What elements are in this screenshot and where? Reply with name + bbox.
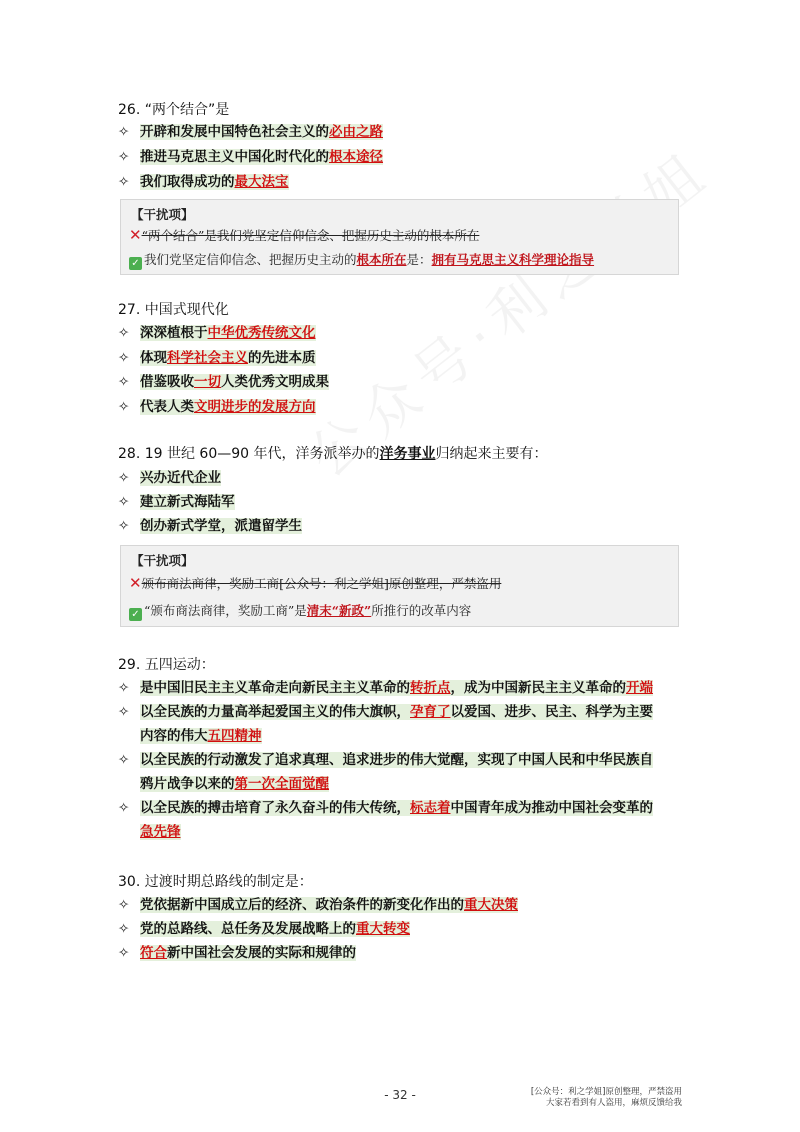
diamond-bullet-icon: ✧ xyxy=(118,752,130,768)
page-number: - 32 - xyxy=(384,1088,416,1102)
diamond-bullet-icon: ✧ xyxy=(118,124,130,140)
q26-item-1: ✧ 开辟和发展中国特色社会主义的必由之路 xyxy=(118,120,683,144)
q28-item-3: ✧ 创办新式学堂，派遣留学生 xyxy=(118,514,683,538)
distractor-title: 【干扰项】 xyxy=(131,553,194,568)
diamond-bullet-icon: ✧ xyxy=(118,945,130,961)
distractor-right-line: ✓ “颁布商法商律，奖励工商”是清末“新政”所推行的改革内容 xyxy=(129,601,471,621)
diamond-bullet-icon: ✧ xyxy=(118,325,130,341)
distractor-wrong-line: ✕颁布商法商律，奖励工商[公众号：利之学姐]原创整理，严禁盗用 xyxy=(129,574,502,592)
q26-item-3: ✧ 我们取得成功的最大法宝 xyxy=(118,170,683,194)
q29-item-4-continued: 急先锋 xyxy=(140,824,181,840)
q29-item-4: ✧ 以全民族的搏击培育了永久奋斗的伟大传统，标志着中国青年成为推动中国社会变革的 xyxy=(118,796,683,820)
diamond-bullet-icon: ✧ xyxy=(118,704,130,720)
q26-distractor-box xyxy=(120,199,679,275)
footer-note: [公众号：利之学姐]原创整理，严禁盗用 大家若看到有人盗用，麻烦反馈给我 xyxy=(530,1087,682,1108)
diamond-bullet-icon: ✧ xyxy=(118,494,130,510)
diamond-bullet-icon: ✧ xyxy=(118,897,130,913)
diamond-bullet-icon: ✧ xyxy=(118,800,130,816)
q29-item-2: ✧ 以全民族的力量高举起爱国主义的伟大旗帜，孕育了以爱国、进步、民主、科学为主要 xyxy=(118,700,683,724)
q29-item-2-continued: 内容的伟大五四精神 xyxy=(140,728,262,744)
diamond-bullet-icon: ✧ xyxy=(118,149,130,165)
diamond-bullet-icon: ✧ xyxy=(118,374,130,390)
diamond-bullet-icon: ✧ xyxy=(118,399,130,415)
q27-item-3: ✧ 借鉴吸收一切人类优秀文明成果 xyxy=(118,370,683,394)
distractor-wrong-line: ✕“两个结合”是我们党坚定信仰信念、把握历史主动的根本所在 xyxy=(129,226,480,244)
q28-item-2: ✧ 建立新式海陆军 xyxy=(118,490,683,514)
q30-item-2: ✧ 党的总路线、总任务及发展战略上的重大转变 xyxy=(118,917,683,941)
question-28-title: 28. 19 世纪 60—90 年代，洋务派举办的洋务事业归纳起来主要有： xyxy=(118,446,548,462)
q30-item-3: ✧ 符合新中国社会发展的实际和规律的 xyxy=(118,941,683,965)
distractor-title: 【干扰项】 xyxy=(131,207,194,222)
q29-item-3: ✧ 以全民族的行动激发了追求真理、追求进步的伟大觉醒，实现了中国人民和中华民族自 xyxy=(118,748,683,772)
q27-item-1: ✧ 深深植根于中华优秀传统文化 xyxy=(118,321,683,345)
cross-icon: ✕ xyxy=(129,574,142,592)
question-29-title: 29. 五四运动： xyxy=(118,657,215,673)
diamond-bullet-icon: ✧ xyxy=(118,470,130,486)
q28-distractor-box xyxy=(120,545,679,627)
q30-item-1: ✧ 党依据新中国成立后的经济、政治条件的新变化作出的重大决策 xyxy=(118,893,683,917)
q26-item-2: ✧ 推进马克思主义中国化时代化的根本途径 xyxy=(118,145,683,169)
cross-icon: ✕ xyxy=(129,226,142,244)
q27-item-4: ✧ 代表人类文明进步的发展方向 xyxy=(118,395,683,419)
diamond-bullet-icon: ✧ xyxy=(118,921,130,937)
q29-item-1: ✧ 是中国旧民主主义革命走向新民主主义革命的转折点，成为中国新民主主义革命的开端 xyxy=(118,676,683,700)
question-26-title: 26. “两个结合”是 xyxy=(118,102,230,118)
diamond-bullet-icon: ✧ xyxy=(118,174,130,190)
diamond-bullet-icon: ✧ xyxy=(118,350,130,366)
check-icon: ✓ xyxy=(129,257,142,270)
distractor-right-line: ✓ 我们党坚定信仰信念、把握历史主动的根本所在是：拥有马克思主义科学理论指导 xyxy=(129,250,594,270)
q29-item-3-continued: 鸦片战争以来的第一次全面觉醒 xyxy=(140,776,329,792)
question-30-title: 30. 过渡时期总路线的制定是： xyxy=(118,874,313,890)
diamond-bullet-icon: ✧ xyxy=(118,518,130,534)
check-icon: ✓ xyxy=(129,608,142,621)
diamond-bullet-icon: ✧ xyxy=(118,680,130,696)
q27-item-2: ✧ 体现科学社会主义的先进本质 xyxy=(118,346,683,370)
q28-item-1: ✧ 兴办近代企业 xyxy=(118,466,683,490)
question-27-title: 27. 中国式现代化 xyxy=(118,302,229,318)
